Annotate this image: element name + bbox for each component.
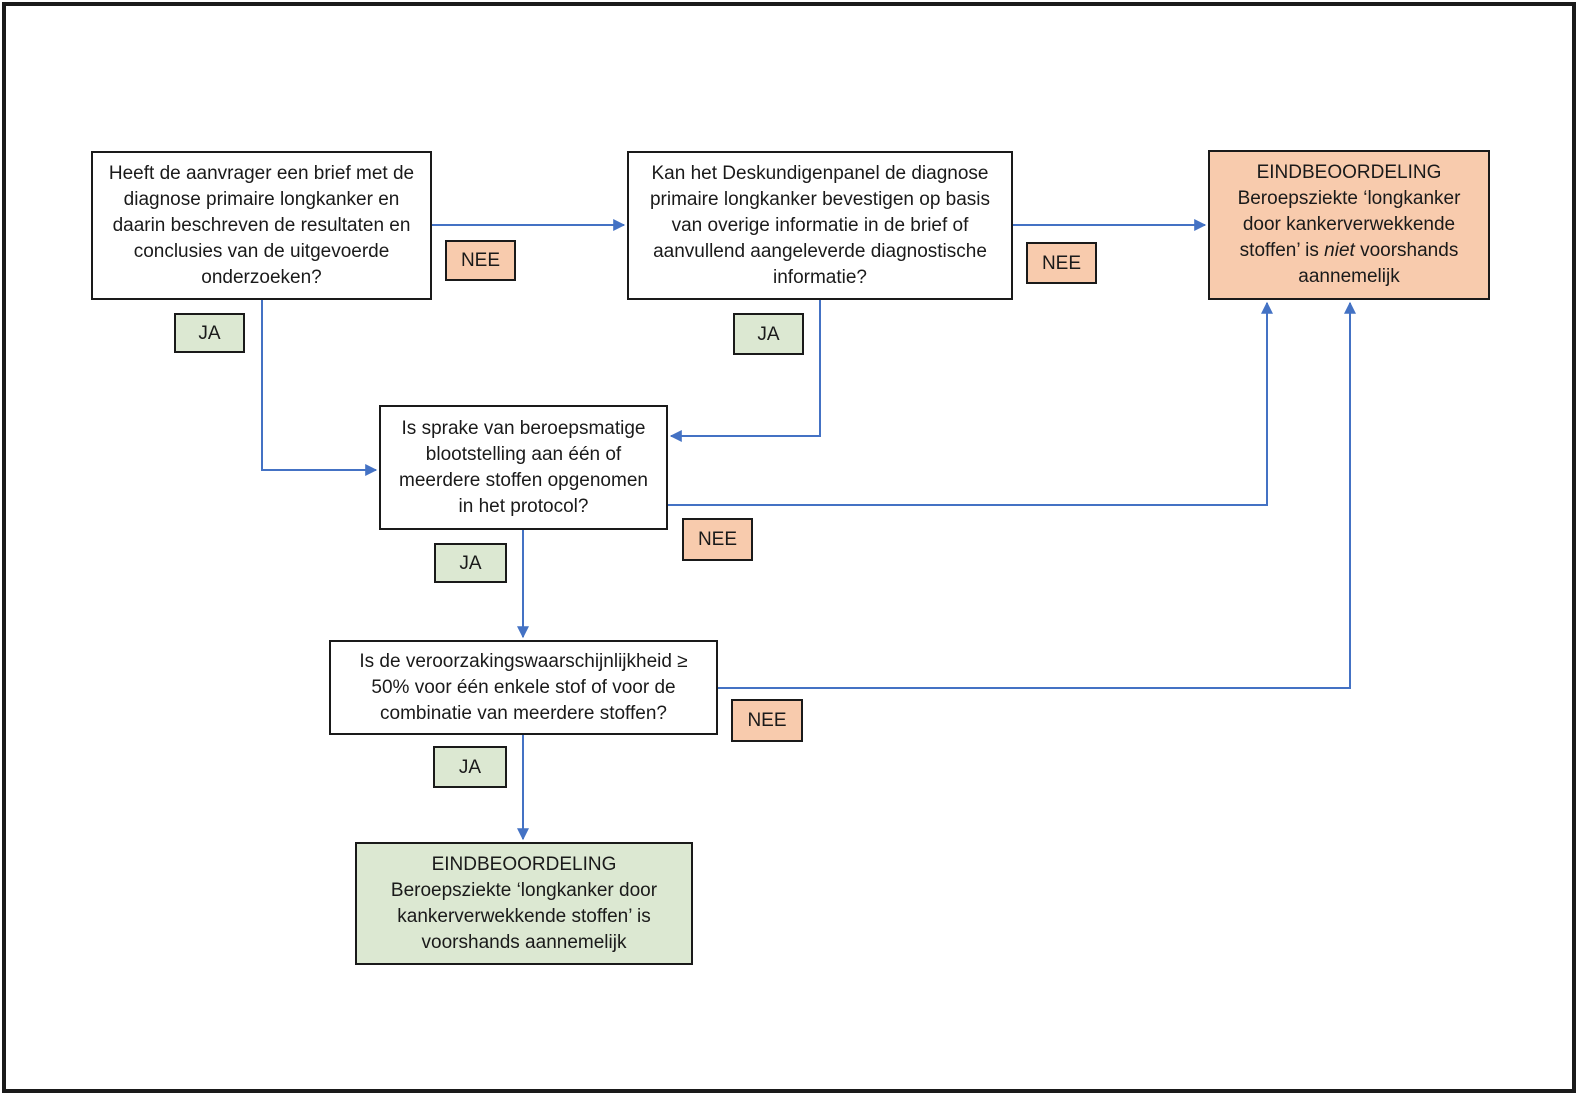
final-negative-title: EINDBEOORDELING (1256, 162, 1442, 183)
question-text: Heeft de aanvrager een brief met de diagnose primaire longkanker en daarin beschreven de resultaten en conclusies van de uitgevoerde onderzoeken? (108, 162, 415, 288)
final-negative-body-suffix: voorshands aannemelijk (1298, 240, 1459, 287)
arrow-q1-ja-to-q3 (262, 300, 376, 470)
question-box-brief-diagnose (91, 151, 432, 300)
final-negative-box (1208, 150, 1490, 300)
label-nee-q3: NEE (682, 518, 753, 561)
question-box-veroorzakingswaarschijnlijkheid (329, 640, 718, 735)
question-text: Is de veroorzakingswaarschijnlijkheid ≥ 50% voor één enkele stof of voor de combinatie van meerdere stoffen? (359, 650, 688, 724)
label-ja-q2: JA (733, 313, 804, 355)
label-nee-q1: NEE (445, 240, 516, 281)
final-positive-body: Beroepsziekte ‘longkanker door kankerverwekkende stoffen’ is voorshands aannemelijk (390, 879, 658, 953)
label-nee-q4: NEE (731, 699, 803, 742)
arrow-q4-nee-to-final-negative (718, 303, 1350, 688)
question-box-blootstelling (379, 405, 668, 530)
question-text: Kan het Deskundigenpanel de diagnose primaire longkanker bevestigen op basis van overige informatie in de brief of aanvullend aangeleverde diagnostische informatie? (649, 162, 991, 288)
label-ja-q3: JA (434, 543, 507, 583)
final-negative-body-prefix: Beroepsziekte ‘longkanker door kankerverwekkende stoffen’ is (1237, 188, 1461, 261)
final-positive-title: EINDBEOORDELING (431, 853, 617, 875)
label-ja-q1: JA (174, 313, 245, 353)
label-nee-q2: NEE (1026, 242, 1097, 284)
final-negative-body-italic: niet (1324, 240, 1355, 261)
final-positive-text (371, 852, 677, 956)
question-box-deskundigenpanel (627, 151, 1013, 300)
question-text: Is sprake van beroepsmatige blootstelling aan één of meerdere stoffen opgenomen in het protocol? (399, 417, 648, 517)
final-positive-box (355, 842, 693, 965)
final-negative-text (1224, 160, 1474, 290)
label-ja-q4: JA (433, 746, 507, 788)
